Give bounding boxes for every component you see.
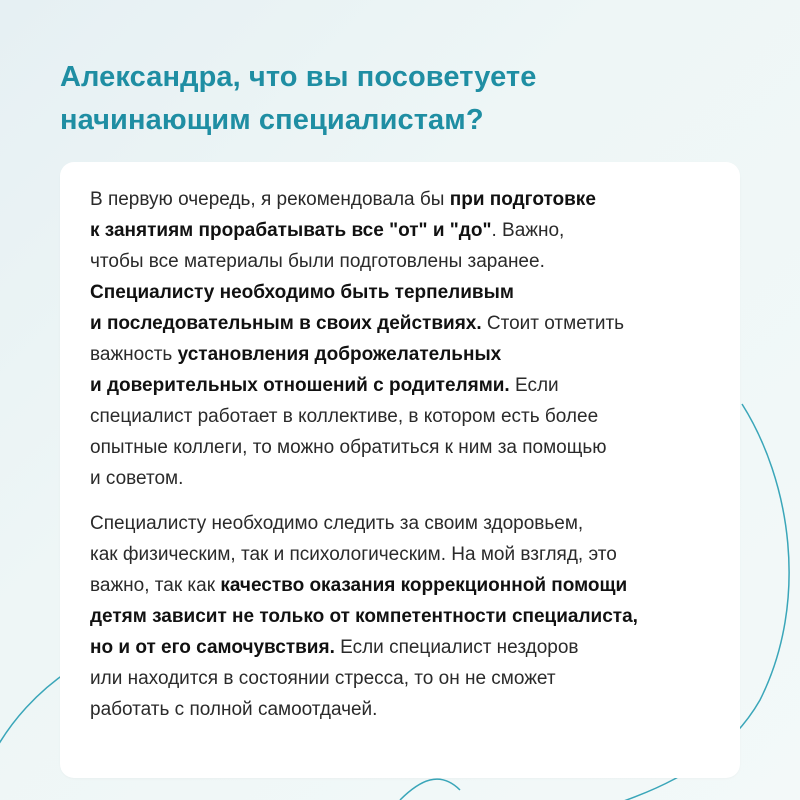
p1-bold: при подготовке	[449, 189, 596, 210]
decorative-arc-bottom	[400, 779, 460, 800]
p2-text: Если специалист нездоров	[334, 637, 579, 658]
title-line-1: Александра, что вы посоветуете	[60, 61, 537, 93]
p1-line	[90, 277, 710, 308]
p1-line	[90, 215, 710, 246]
p1-line	[90, 308, 710, 339]
p2-line	[90, 570, 710, 601]
p2-bold: но и от его самочувствия.	[90, 637, 335, 658]
p2-line: или находится в состоянии стресса, то он не сможет	[90, 668, 556, 689]
p1-bold: и последовательным в своих действиях.	[90, 313, 482, 334]
p1-line: чтобы все материалы были подготовлены заранее.	[90, 251, 545, 272]
p1-bold: и доверительных отношений с родителями.	[90, 375, 510, 396]
p1-text: Если	[509, 375, 559, 396]
p2-line: как физическим, так и психологическим. На мой взгляд, это	[90, 544, 617, 565]
p1-line	[90, 339, 710, 370]
p1-line: и советом.	[90, 468, 184, 489]
title-line-2: начинающим специалистам?	[60, 104, 484, 136]
p1-text: . Важно,	[491, 220, 565, 241]
p1-line: специалист работает в коллективе, в котором есть более	[90, 406, 599, 427]
p1-text: В первую очередь, я рекомендовала бы	[90, 189, 450, 210]
p1-line	[90, 370, 710, 401]
p2-line: Специалисту необходимо следить за своим здоровьем,	[90, 513, 584, 534]
content-card	[60, 162, 740, 778]
p2-line	[90, 601, 710, 632]
p2-bold: детям зависит не только от компетентности специалиста,	[90, 606, 638, 627]
p1-line	[90, 184, 710, 215]
paragraph-1	[90, 184, 710, 494]
p2-line	[90, 632, 710, 663]
paragraph-2	[90, 508, 710, 725]
p1-text: Стоит отметить	[481, 313, 625, 334]
p1-bold: установления доброжелательных	[177, 344, 502, 365]
p1-line: опытные коллеги, то можно обратиться к ним за помощью	[90, 437, 607, 458]
p2-line: работать с полной самоотдачей.	[90, 699, 378, 720]
p2-text: важно, так как	[90, 575, 221, 596]
page-title	[60, 56, 740, 142]
p1-bold: Специалисту необходимо быть терпеливым	[90, 282, 514, 303]
p1-text: важность	[90, 344, 178, 365]
p2-bold: качество оказания коррекционной помощи	[220, 575, 628, 596]
p1-bold: к занятиям прорабатывать все "от" и "до"	[90, 220, 492, 241]
